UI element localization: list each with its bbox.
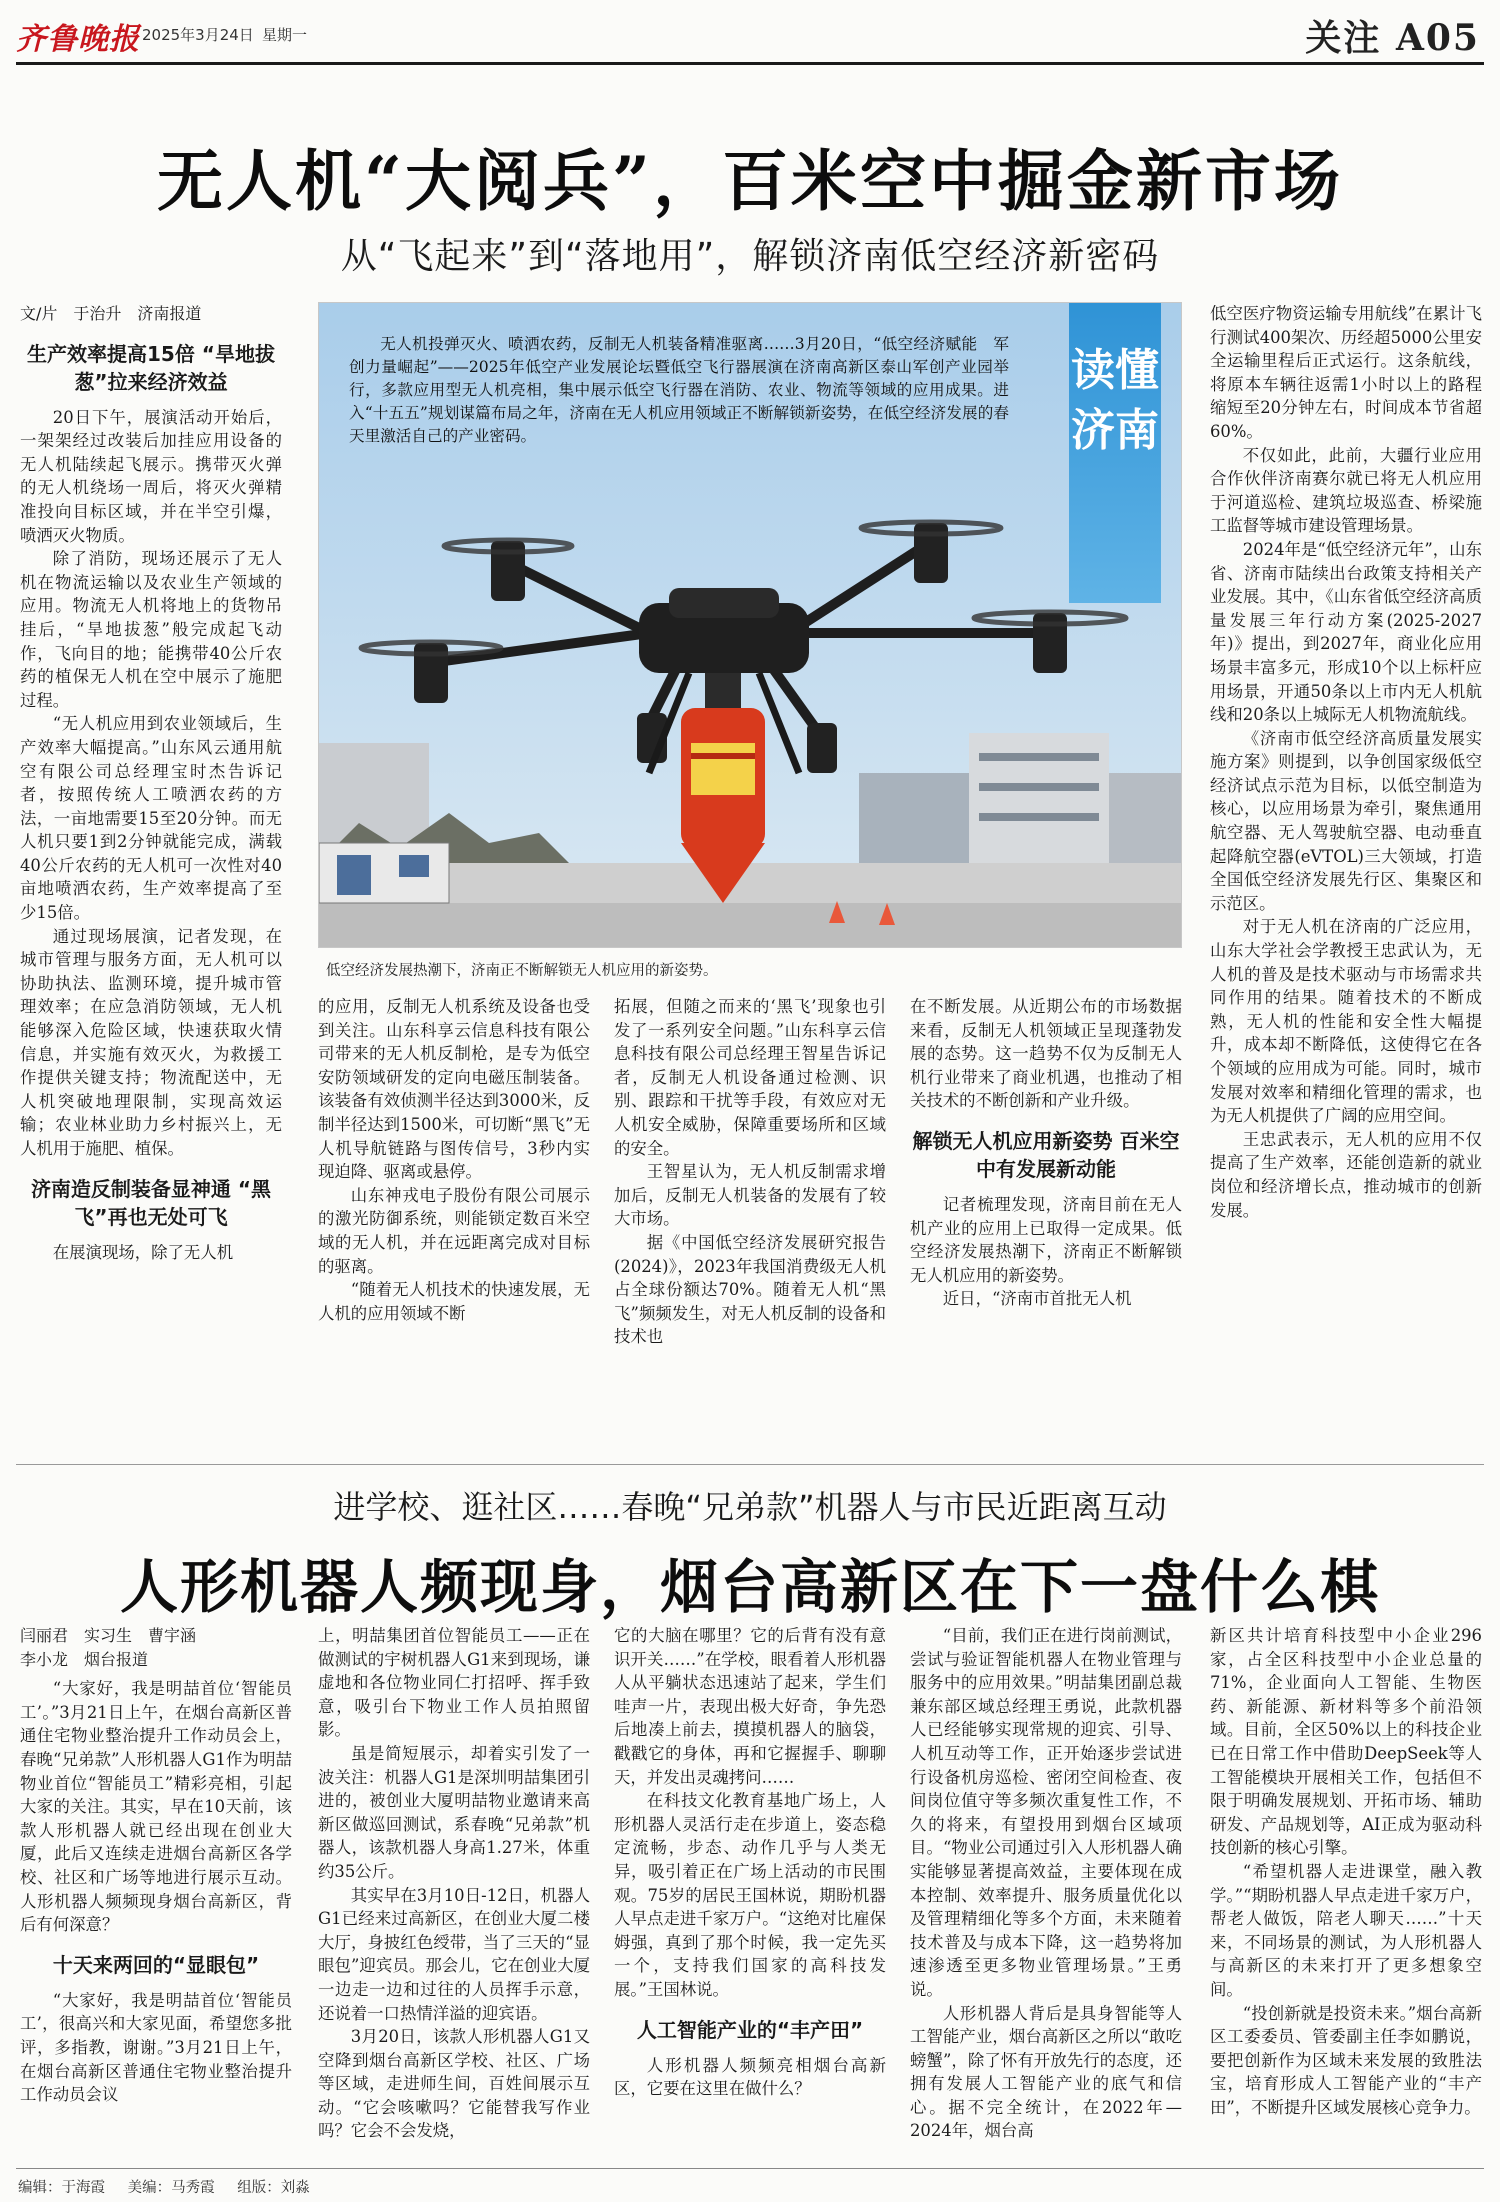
paragraph: 低空医疗物资运输专用航线”在累计飞行测试400架次、历经超5000公里安全运输里程后正式运行。这条航线，将原本车辆往返需1小时以上的路程缩短至20分钟左右，时间成本节省超60%。 bbox=[1210, 304, 1482, 441]
story2-kicker: 进学校、逛社区……春晚“兄弟款”机器人与市民近距离互动 bbox=[333, 1488, 1167, 1526]
story1-subhead-3: 解锁无人机应用新姿势 百米空中有发展新动能 bbox=[912, 1128, 1180, 1181]
drone-photo bbox=[318, 302, 1182, 948]
story1-headline: 无人机“大阅兵”，百米空中掘金新市场 bbox=[157, 142, 1343, 220]
story1-subhead-1: 生产效率提高15倍 “旱地拔葱”拉来经济效益 bbox=[27, 341, 275, 394]
paragraph: 《济南市低空经济高质量发展实施方案》则提到，以争创国家级低空经济试点示范为目标，以低空制造为核心，以应用场景为牵引，聚焦通用航空器、无人驾驶航空器、电动垂直起降航空器(eVTOL)三大领域，打造全国低空经济发展先行区、集聚区和示范区。 bbox=[1210, 728, 1482, 913]
paragraph: “希望机器人走进课堂，融入教学。”“期盼机器人早点走进千家万户，帮老人做饭，陪老人聊天……”十天来，不同场景的测试，为人形机器人与高新区的未来打开了更多想象空间。 bbox=[1210, 1861, 1482, 1999]
paragraph: “投创新就是投资未来。”烟台高新区工委委员、管委副主任李如鹏说，要把创新作为区域未来发展的致胜法宝，培育形成人工智能产业的“丰产田”，不断提升区域发展核心竞争力。 bbox=[1210, 2003, 1482, 2117]
paragraph: 它的大脑在哪里？它的后背有没有意识开关……”在学校，眼看着人形机器人从平躺状态迅速站了起来，学生们哇声一片，表现出极大好奇，争先恐后地凑上前去，摸摸机器人的脑袋，戳戳它的身体，再和它握握手、聊聊天，并发出灵魂拷问…… bbox=[614, 1626, 886, 1787]
paragraph: 在科技文化教育基地广场上，人形机器人灵活行走在步道上，姿态稳定流畅，步态、动作几乎与人类无异，吸引着正在广场上活动的市民围观。75岁的居民王国林说，期盼机器人早点走进千家万户。“这绝对比雇保姆强，真到了那个时候，我一定先买一个，支持我们国家的高科技发展。”王国林说。 bbox=[614, 1791, 886, 1999]
footer-editor: 编辑：于海霞 bbox=[18, 2180, 105, 2196]
story1-column-3 bbox=[614, 995, 886, 1435]
paragraph: 对于无人机在济南的广泛应用，山东大学社会学教授王忠武认为，无人机的普及是技术驱动与市场需求共同作用的结果。随着技术的不断成熟，无人机的性能和安全性大幅提升，成本却不断降低，这使得它在各个领域的应用成为可能。同时，城市发展对效率和精细化管理的需求，也为无人机提供了广阔的应用空间。 bbox=[1210, 917, 1482, 1126]
paragraph: 通过现场展演，记者发现，在城市管理与服务方面，无人机可以协助执法、监测环境，提升城市管理效率；在应急消防领域，无人机能够深入危险区域，快速获取火情信息，并实施有效灭火，为救援工作提供关键支持；物流配送中，无人机突破地理限制，实现高效运输；农业林业助力乡村振兴上，无人机用于施肥、植保。 bbox=[20, 926, 282, 1158]
paragraph: 上，明喆集团首位智能员工——正在做测试的宇树机器人G1来到现场，谦虚地和各位物业同仁打招呼、挥手致意，吸引台下物业工作人员拍照留影。 bbox=[318, 1626, 590, 1740]
story2-column-2 bbox=[318, 1624, 590, 2160]
story1-column-4 bbox=[910, 995, 1182, 1435]
section-page-label: 关注 A05 bbox=[1305, 17, 1480, 59]
story2-column-3 bbox=[614, 1624, 886, 2160]
paragraph: 不仅如此，此前，大疆行业应用合作伙伴济南赛尔就已将无人机应用于河道巡检、建筑垃圾巡查、桥梁施工监督等城市建设管理场景。 bbox=[1210, 445, 1482, 536]
story1-intro bbox=[349, 333, 1009, 448]
footer-proof: 组版：刘淼 bbox=[237, 2180, 310, 2196]
paragraph: 新区共计培育科技型中小企业296家，占全区科技型中小企业总量的71%，企业面向人工智能、生物医药、新能源、新材料等多个前沿领域。目前，全区50%以上的科技企业已在日常工作中借助DeepSeek等人工智能模块开展相关工作，包括但不限于明确发展规划、开拓市场、辅助研发、产品规划等，AI正成为驱动科技创新的核心引擎。 bbox=[1210, 1626, 1482, 1858]
paragraph: 王智星认为，无人机反制需求增加后，反制无人机装备的发展有了较大市场。 bbox=[614, 1162, 886, 1229]
story2-column-1 bbox=[20, 1624, 292, 2160]
photo-caption: 低空经济发展热潮下，济南正不断解锁无人机应用的新姿势。 bbox=[318, 952, 1182, 990]
paragraph: 的应用，反制无人机系统及设备也受到关注。山东科享云信息科技有限公司带来的无人机反制枪，是专为低空安防领域研发的定向电磁压制装备。该装备有效侦测半径达到3000米，反制半径达到1500米，可切断“黑飞”无人机导航链路与图传信号，3秒内实现迫降、驱离或悬停。 bbox=[318, 997, 590, 1182]
story1-byline: 文/片 于治升 济南报道 bbox=[20, 304, 202, 323]
footer-divider bbox=[16, 2168, 1484, 2169]
issue-date: 2025年3月24日 bbox=[142, 26, 254, 44]
paragraph: 其实早在3月10日-12日，机器人G1已经来过高新区，在创业大厦二楼大厅，身披红色绶带，当了三天的“显眼包”迎宾员。那会儿，它在创业大厦一边走一边和过往的人员挥手示意，还说着一口热情洋溢的迎宾语。 bbox=[318, 1885, 590, 2023]
paragraph: 王忠武表示，无人机的应用不仅提高了生产效率，还能创造新的就业岗位和经济增长点，推动城市的创新发展。 bbox=[1210, 1129, 1482, 1220]
paragraph: “大家好，我是明喆首位‘智能员工’，很高兴和大家见面，希望您多批评，多指教，谢谢。”3月21日上午，在烟台高新区普通住宅物业整治提升工作动员会议 bbox=[20, 1990, 292, 2105]
story1-column-1 bbox=[20, 302, 282, 1434]
story2-byline-1: 闫丽君 实习生 曹宇涵 bbox=[20, 1626, 197, 1645]
page-footer bbox=[18, 2176, 328, 2197]
paragraph: 3月20日，该款人形机器人G1又空降到烟台高新区学校、社区、广场等区域，走进师生间，百姓间展示互动。“它会咳嗽吗？它能替我写作业吗？它会不会发烧， bbox=[318, 2027, 590, 2141]
paragraph: 近日，“济南市首批无人机 bbox=[942, 1289, 1132, 1309]
paragraph: 20日下午，展演活动开始后，一架架经过改装后加挂应用设备的无人机陆续起飞展示。携带灭火弹的无人机绕场一周后，将灭火弹精准投向目标区域，并在半空引爆，喷洒灭火物质。 bbox=[20, 407, 282, 545]
story1-column-2 bbox=[318, 995, 590, 1435]
paragraph: “目前，我们正在进行岗前测试，尝试与验证智能机器人在物业管理与服务中的应用效果。”明喆集团副总裁兼东部区域总经理王勇说，此款机器人已经能够实现常规的迎宾、引导、人机互动等工作，正开始逐步尝试进行设备机房巡检、密闭空间检查、夜间岗位值守等多频次重复性工作，不久的将来，有望投用到烟台区域项目。“物业公司通过引入人形机器人确实能够显著提高效益，主要体现在成本控制、效率提升、服务质量优化以及管理精细化等多个方面，未来随着技术普及与成本下降，这一趋势将加速渗透至更多物业管理场景。”王勇说。 bbox=[910, 1626, 1182, 1999]
paragraph: 人形机器人背后是具身智能等人工智能产业，烟台高新区之所以“敢吃螃蟹”，除了怀有开放先行的态度，还拥有发展人工智能产业的底气和信心。据不完全统计，在2022年—2024年，烟台高 bbox=[910, 2003, 1182, 2141]
story2-subhead-1: 十天来两回的“显眼包” bbox=[52, 1952, 260, 1977]
story2-column-5 bbox=[1210, 1624, 1482, 2160]
paragraph: “无人机应用到农业领域后，生产效率大幅提高。”山东风云通用航空有限公司总经理宝时杰告诉记者，按照传统人工喷洒农药的方法，一亩地需要15至20分钟。而无人机只要1到2分钟就能完成，满载40公斤农药的无人机可一次性对40亩地喷洒农药，生产效率提高了至少15倍。 bbox=[20, 714, 282, 923]
paragraph: “随着无人机技术的快速发展，无人机的应用领域不断 bbox=[318, 1280, 590, 1323]
paragraph: 人形机器人频频亮相烟台高新区，它要在这里在做什么？ bbox=[614, 2055, 886, 2099]
paragraph: 虽是简短展示，却着实引发了一波关注：机器人G1是深圳明喆集团引进的，被创业大厦明喆物业邀请来高新区做巡回测试，系春晚“兄弟款”机器人，该款机器人身高1.27米，体重约35公斤。 bbox=[318, 1743, 590, 1881]
paragraph: 据《中国低空经济发展研究报告(2024)》，2023年我国消费级无人机占全球份额达70%。随着无人机“黑飞”频频发生，对无人机反制的设备和技术也 bbox=[614, 1232, 886, 1347]
paragraph: 在不断发展。从近期公布的市场数据来看，反制无人机领域正呈现蓬勃发展的态势。这一趋势不仅为反制无人机行业带来了商业机遇，也推动了相关技术的不断创新和产业升级。 bbox=[910, 997, 1182, 1111]
paragraph: “大家好，我是明喆首位‘智能员工’。”3月21日上午，在烟台高新区普通住宅物业整治提升工作动员会上，春晚“兄弟款”人形机器人G1作为明喆物业首位“智能员工”精彩亮相，引起大家的关注。其实，早在10天前，该款人形机器人就已经出现在创业大厦，此后又连续走进烟台高新区各学校、社区和广场等地进行展示互动。人形机器人频频现身烟台高新区，背后有何深意？ bbox=[20, 1679, 292, 1935]
story2-subhead-2: 人工智能产业的“丰产田” bbox=[636, 2017, 864, 2042]
story2-column-4 bbox=[910, 1624, 1182, 2160]
column-badge: 读懂济南 bbox=[1069, 303, 1161, 603]
story1-subhead-2: 济南造反制装备显神通 “黑飞”再也无处可飞 bbox=[30, 1176, 272, 1229]
header-divider bbox=[16, 62, 1484, 65]
paragraph: 2024年是“低空经济元年”，山东省、济南市陆续出台政策支持相关产业发展。其中，《山东省低空经济高质量发展三年行动方案(2025-2027年)》提出，到2027年，商业化应用场景丰富多元，形成10个以上标杆应用场景，开通50条以上市内无人机航线和20条以上城际无人机物流航线。 bbox=[1210, 539, 1482, 725]
paragraph: 在展演现场，除了无人机 bbox=[52, 1242, 234, 1262]
story-divider bbox=[16, 1464, 1484, 1465]
story1-intro-text: 无人机投弹灭火、喷洒农药，反制无人机装备精准驱离……3月20日，“低空经济赋能 军创力量崛起”——2025年低空产业发展论坛暨低空飞行器展演在济南高新区泰山军创产业园举行，多款应用型无人机亮相，集中展示低空飞行器在消防、农业、物流等领域的应用成果。进入“十五五”规划谋篇布局之年，济南在无人机应用领域正不断解锁新姿势，在低空经济发展的春天里激活自己的产业密码。 bbox=[349, 335, 1009, 445]
story1-subheadline: 从“飞起来”到“落地用”，解锁济南低空经济新密码 bbox=[340, 236, 1160, 277]
paragraph: 记者梳理发现，济南目前在无人机产业的应用上已取得一定成果。低空经济发展热潮下，济南正不断解锁无人机应用的新姿势。 bbox=[910, 1194, 1182, 1285]
story1-column-5 bbox=[1210, 302, 1482, 1434]
issue-weekday: 星期一 bbox=[262, 26, 308, 44]
paragraph: 山东神戎电子股份有限公司展示的激光防御系统，则能锁定数百米空域的无人机，并在远距离完成对目标的驱离。 bbox=[318, 1185, 590, 1276]
story2-byline-2: 李小龙 烟台报道 bbox=[20, 1649, 149, 1669]
footer-designer: 美编：马秀霞 bbox=[127, 2180, 215, 2196]
story2-headline: 人形机器人频现身，烟台高新区在下一盘什么棋 bbox=[119, 1553, 1380, 1621]
paragraph: 拓展，但随之而来的‘黑飞’现象也引发了一系列安全问题。”山东科享云信息科技有限公司总经理王智星告诉记者，反制无人机设备通过检测、识别、跟踪和干扰等手段，有效应对无人机安全威胁，保障重要场所和区域的安全。 bbox=[614, 997, 886, 1158]
masthead-logo: 齐鲁晚报 bbox=[16, 22, 140, 57]
paragraph: 除了消防，现场还展示了无人机在物流运输以及农业生产领域的应用。物流无人机将地上的货物吊挂后，“旱地拔葱”般完成起飞动作，飞向目的地；能携带40公斤农药的植保无人机在空中展示了施肥过程。 bbox=[20, 549, 282, 710]
